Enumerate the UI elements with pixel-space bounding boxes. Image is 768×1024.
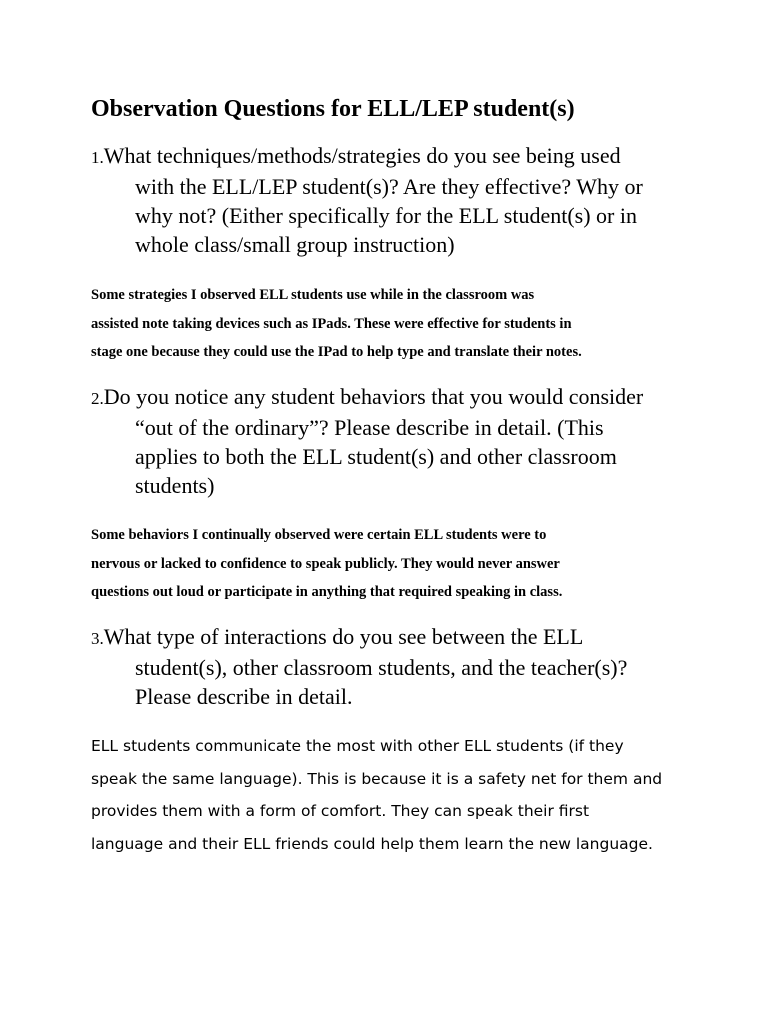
answer-3-line: ELL students communicate the most with other ELL students (if they xyxy=(91,737,624,755)
answer-1 xyxy=(91,281,691,367)
question-2-text-line: students) xyxy=(135,473,215,498)
answer-3 xyxy=(91,730,711,860)
question-3 xyxy=(91,622,691,711)
question-1-number: 1. xyxy=(91,148,104,167)
question-1-line-1 xyxy=(91,141,691,172)
question-3-text-line: Please describe in detail. xyxy=(135,684,353,709)
question-2-text-line: Do you notice any student behaviors that you would consider xyxy=(103,384,644,409)
answer-1-line: stage one because they could use the IPad to help type and translate their notes. xyxy=(91,344,582,360)
question-3-text-line: What type of interactions do you see between the ELL xyxy=(103,624,584,649)
answer-2-line: Some behaviors I continually observed were certain ELL students were to xyxy=(91,527,547,543)
answer-3-line: provides them with a form of comfort. They can speak their first xyxy=(91,802,590,820)
answer-1-line: Some strategies I observed ELL students use while in the classroom was xyxy=(91,287,535,303)
answer-2-line: questions out loud or participate in anything that required speaking in class. xyxy=(91,584,563,600)
question-2-text-line: “out of the ordinary”? Please describe in detail. (This xyxy=(135,415,604,440)
question-3-number: 3. xyxy=(91,629,104,648)
question-2-number: 2. xyxy=(91,389,104,408)
answer-1-line: assisted note taking devices such as IPads. These were effective for students in xyxy=(91,315,572,332)
question-2 xyxy=(91,382,691,500)
question-1 xyxy=(91,141,691,259)
question-1-text-line: What techniques/methods/strategies do you see being used xyxy=(103,143,621,168)
question-1-text-line: whole class/small group instruction) xyxy=(135,232,455,257)
answer-3-line: speak the same language). This is because it is a safety net for them and xyxy=(91,769,663,788)
answer-2 xyxy=(91,521,691,607)
question-1-text-line: why not? (Either specifically for the ELL student(s) or in xyxy=(135,203,637,228)
question-3-line-1 xyxy=(91,622,691,653)
answer-3-line: language and their ELL friends could help them learn the new language. xyxy=(91,834,653,853)
answer-2-line: nervous or lacked to confidence to speak publicly. They would never answer xyxy=(91,555,560,572)
question-1-text-line: with the ELL/LEP student(s)? Are they effective? Why or xyxy=(135,174,643,199)
question-2-text-line: applies to both the ELL student(s) and other classroom xyxy=(135,444,617,469)
document-title: Observation Questions for ELL/LEP student(s) xyxy=(91,96,575,122)
question-2-line-1 xyxy=(91,382,691,413)
question-3-text-line: student(s), other classroom students, and the teacher(s)? xyxy=(135,655,628,680)
